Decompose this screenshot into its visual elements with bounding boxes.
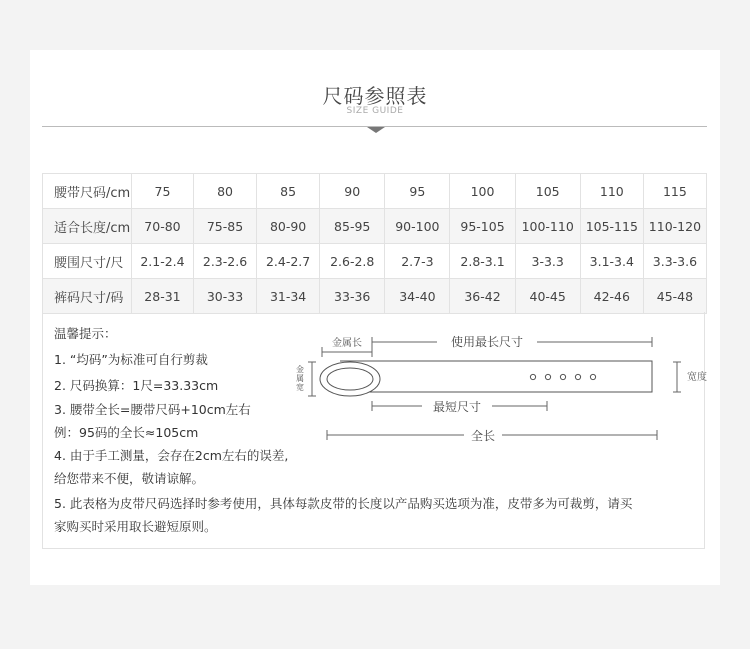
page-title: 尺码参照表 xyxy=(322,84,428,108)
table-cell: 2.4-2.7 xyxy=(257,244,320,279)
table-cell: 30-33 xyxy=(193,279,256,314)
table-cell: 100 xyxy=(450,174,515,209)
table-cell: 2.1-2.4 xyxy=(131,244,193,279)
metal-length-label: 金属长 xyxy=(332,338,362,349)
table-cell: 80 xyxy=(193,174,256,209)
table-cell: 115 xyxy=(643,174,706,209)
table-row xyxy=(43,174,707,209)
table-row xyxy=(43,244,707,279)
metal-width-label: 金属宽 xyxy=(296,365,304,392)
table-cell: 2.8-3.1 xyxy=(450,244,515,279)
table-cell: 3.1-3.4 xyxy=(580,244,643,279)
note-line: 2. 尺码换算：1尺=33.33cm xyxy=(54,378,219,393)
row-header: 适合长度/cm xyxy=(43,209,132,244)
table-cell: 110 xyxy=(580,174,643,209)
row-header: 腰带尺码/cm xyxy=(43,174,132,209)
table-cell: 95-105 xyxy=(450,209,515,244)
belt-hole xyxy=(530,374,535,379)
page-subtitle: SIZE GUIDE xyxy=(346,106,404,116)
table-cell: 95 xyxy=(385,174,450,209)
table-cell: 45-48 xyxy=(643,279,706,314)
total-length-label: 全长 xyxy=(470,429,496,443)
belt-strap xyxy=(340,361,652,392)
table-cell: 33-36 xyxy=(320,279,385,314)
table-cell: 2.7-3 xyxy=(385,244,450,279)
note-line: 1. “均码”为标准可自行剪裁 xyxy=(54,352,208,367)
note-line: 例：95码的全长≈105cm xyxy=(54,425,199,440)
max-length-label: 使用最长尺寸 xyxy=(450,335,524,349)
belt-hole xyxy=(560,374,565,379)
table-cell: 42-46 xyxy=(580,279,643,314)
table-cell: 36-42 xyxy=(450,279,515,314)
notes-heading: 温馨提示： xyxy=(54,326,117,341)
table-cell: 2.6-2.8 xyxy=(320,244,385,279)
table-cell: 85-95 xyxy=(320,209,385,244)
belt-hole xyxy=(545,374,550,379)
table-cell: 31-34 xyxy=(257,279,320,314)
divider-arrow-icon xyxy=(367,127,385,133)
table-cell: 28-31 xyxy=(131,279,193,314)
belt-hole xyxy=(590,374,595,379)
min-length-label: 最短尺寸 xyxy=(432,400,482,414)
table-cell: 100-110 xyxy=(515,209,580,244)
table-cell: 2.3-2.6 xyxy=(193,244,256,279)
note-line: 3. 腰带全长=腰带尺码+10cm左右 xyxy=(54,402,251,417)
row-header: 裤码尺寸/码 xyxy=(43,279,132,314)
note-line: 给您带来不便，敬请谅解。 xyxy=(54,471,205,486)
table-row xyxy=(43,279,707,314)
table-cell: 75 xyxy=(131,174,193,209)
table-cell: 34-40 xyxy=(385,279,450,314)
table-cell: 70-80 xyxy=(131,209,193,244)
table-cell: 3.3-3.6 xyxy=(643,244,706,279)
table-cell: 105-115 xyxy=(580,209,643,244)
table-cell: 90-100 xyxy=(385,209,450,244)
belt-hole xyxy=(575,374,580,379)
note-line: 5. 此表格为皮带尺码选择时参考使用，具体每款皮带的长度以产品购买选项为准，皮带多为可裁剪，请买 xyxy=(54,496,633,511)
note-line: 家购买时采用取长避短原则。 xyxy=(54,519,217,534)
table-cell: 3-3.3 xyxy=(515,244,580,279)
table-row xyxy=(43,209,707,244)
note-line: 4. 由于手工测量，会存在2cm左右的误差, xyxy=(54,448,289,463)
belt-diagram xyxy=(292,330,712,450)
table-cell: 110-120 xyxy=(643,209,706,244)
table-cell: 85 xyxy=(257,174,320,209)
table-cell: 90 xyxy=(320,174,385,209)
width-label: 宽度 xyxy=(687,372,707,383)
table-cell: 40-45 xyxy=(515,279,580,314)
size-table xyxy=(42,173,707,314)
table-cell: 75-85 xyxy=(193,209,256,244)
table-cell: 105 xyxy=(515,174,580,209)
row-header: 腰围尺寸/尺 xyxy=(43,244,132,279)
table-cell: 80-90 xyxy=(257,209,320,244)
